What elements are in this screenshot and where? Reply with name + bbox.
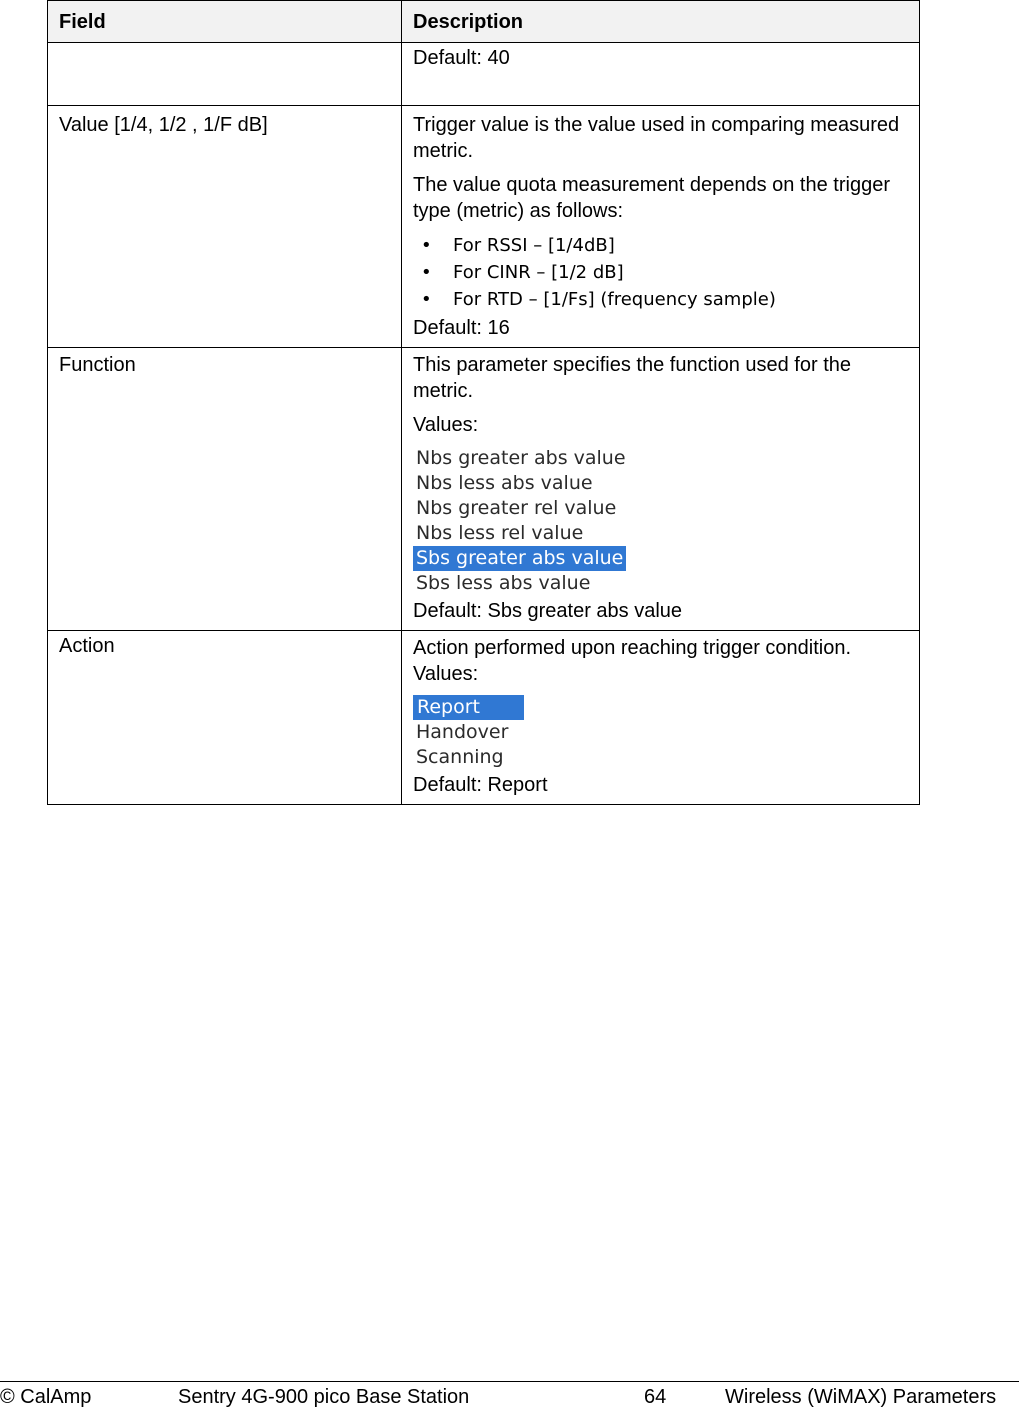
function-options-list bbox=[413, 446, 909, 596]
default-text: Default: 40 bbox=[413, 47, 510, 69]
table-row bbox=[48, 106, 920, 348]
header-field: Field bbox=[48, 1, 402, 43]
list-item: • For RSSI – [1/4dB] bbox=[413, 232, 909, 259]
field-cell bbox=[48, 43, 402, 106]
footer-product: Sentry 4G-900 pico Base Station bbox=[178, 1386, 470, 1408]
header-description: Description bbox=[402, 1, 920, 43]
default-text: Default: 16 bbox=[413, 317, 510, 339]
description-text: This parameter specifies the function used for the metric. bbox=[413, 354, 852, 402]
description-text: The value quota measurement depends on the trigger type (metric) as follows: bbox=[413, 174, 890, 222]
parameters-table bbox=[47, 0, 920, 805]
list-option-selected[interactable]: Report bbox=[413, 695, 524, 720]
list-item: • For CINR – [1/2 dB] bbox=[413, 259, 909, 286]
list-item: • For RTD – [1/Fs] (frequency sample) bbox=[413, 286, 909, 313]
description-cell bbox=[402, 106, 920, 348]
field-cell: Action bbox=[48, 631, 402, 805]
list-option[interactable]: Nbs greater abs value bbox=[416, 447, 626, 469]
table-row bbox=[48, 348, 920, 631]
list-option[interactable]: Scanning bbox=[416, 746, 504, 768]
description-cell bbox=[402, 348, 920, 631]
field-cell: Value [1/4, 1/2 , 1/F dB] bbox=[48, 106, 402, 348]
description-text: Action performed upon reaching trigger condition. bbox=[413, 637, 852, 659]
description-cell bbox=[402, 631, 920, 805]
default-text: Default: Sbs greater abs value bbox=[413, 600, 683, 622]
page-footer bbox=[0, 1381, 1019, 1410]
list-option[interactable]: Nbs greater rel value bbox=[416, 497, 617, 519]
list-option[interactable]: Sbs less abs value bbox=[416, 572, 591, 594]
footer-page-number: 64 bbox=[644, 1386, 667, 1408]
description-text: Trigger value is the value used in comparing measured metric. bbox=[413, 114, 900, 162]
default-text: Default: Report bbox=[413, 774, 548, 796]
table-row bbox=[48, 631, 920, 805]
list-option[interactable]: Nbs less rel value bbox=[416, 522, 584, 544]
footer-copyright: © CalAmp bbox=[0, 1386, 92, 1408]
action-options-list bbox=[413, 695, 909, 770]
field-cell: Function bbox=[48, 348, 402, 631]
list-option-selected[interactable]: Sbs greater abs value bbox=[413, 546, 626, 571]
table-row bbox=[48, 43, 920, 106]
table-header-row bbox=[48, 1, 920, 43]
values-label: Values: bbox=[413, 663, 479, 685]
footer-section: Wireless (WiMAX) Parameters bbox=[725, 1386, 997, 1408]
description-cell bbox=[402, 43, 920, 106]
bullet-list bbox=[413, 232, 909, 313]
list-option[interactable]: Handover bbox=[416, 721, 509, 743]
values-label: Values: bbox=[413, 414, 479, 436]
list-option[interactable]: Nbs less abs value bbox=[416, 472, 593, 494]
